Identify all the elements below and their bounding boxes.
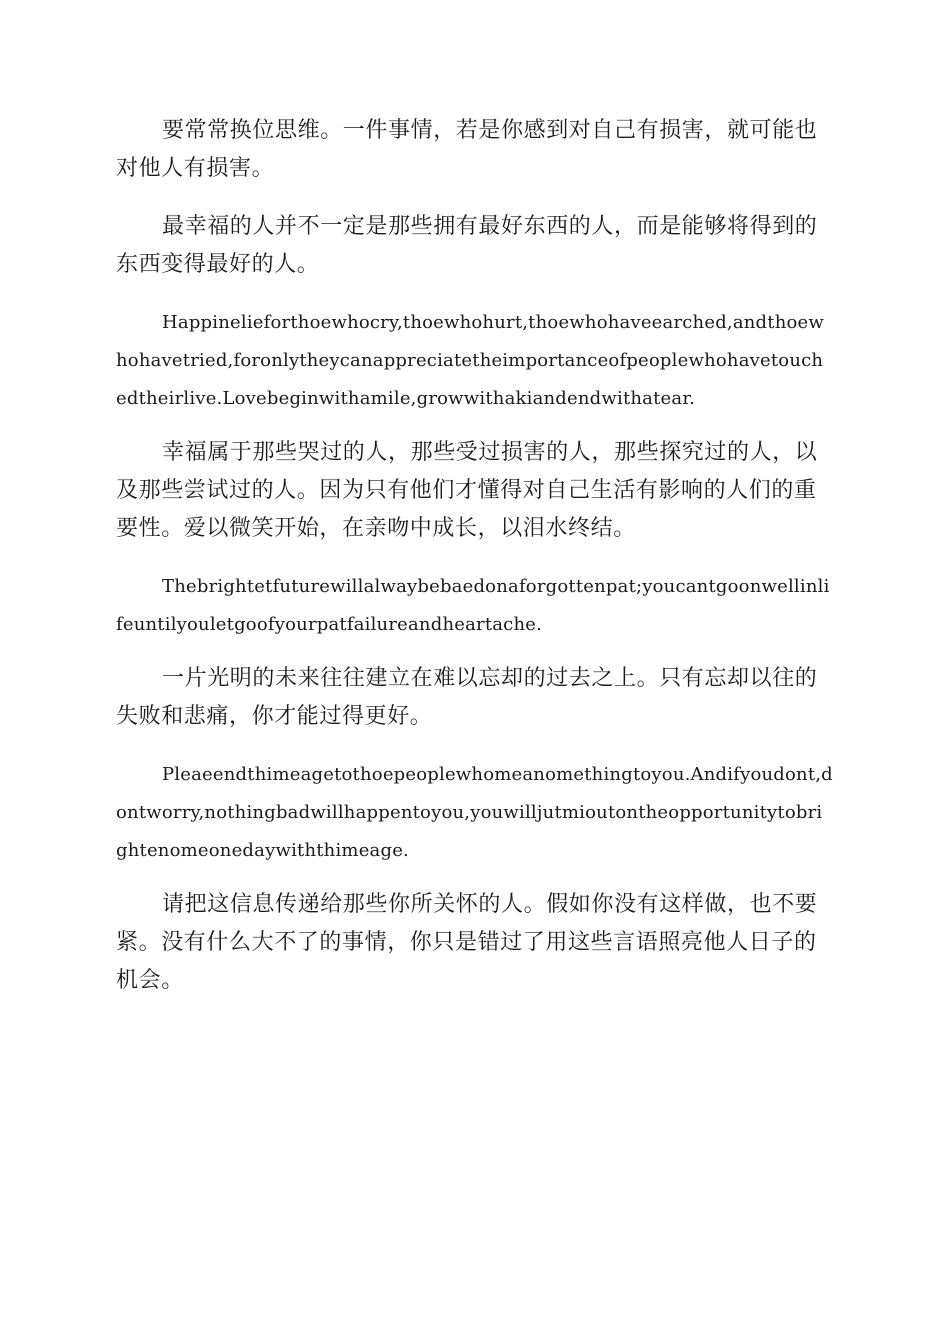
paragraph-happiness-zh: 幸福属于那些哭过的人，那些受过损害的人，那些探究过的人，以及那些尝试过的人。因为只有他们才懂得对自己生活有影响的人们的重要性。爱以微笑开始，在亲吻中成长，以泪水终结。 <box>116 440 818 541</box>
paragraph-future-en: Thebrightetfuturewillalwaybebaedonaforgottenpat;youcantgoonwellinlifeuntilyouletgoofyourpatfailureandheartache. <box>116 576 830 635</box>
paragraph-happiest-people-zh: 最幸福的人并不一定是那些拥有最好东西的人，而是能够将得到的东西变得最好的人。 <box>116 214 818 277</box>
document-body <box>116 112 834 1020</box>
paragraph-perspective-zh: 要常常换位思维。一件事情，若是你感到对自己有损害，就可能也对他人有损害。 <box>116 118 818 181</box>
paragraph-future-zh: 一片光明的未来往往建立在难以忘却的过去之上。只有忘却以往的失败和悲痛，你才能过得更好。 <box>116 666 818 729</box>
paragraph-message-en: Pleaeendthimeagetothoepeoplewhomeanomethingtoyou.Andifyoudont,dontworry,nothingbadwillhappentoyou,youwilljutmioutontheopportunitytobrightenomeonedaywiththimeage. <box>116 764 833 861</box>
paragraph-happiness-en: Happinelieforthoewhocry,thoewhohurt,thoewhohaveearched,andthoewhohavetried,foronlytheycanappreciatetheimportanceofpeoplewhohavetouchedtheirlive.Lovebeginwithamile,growwithakiandendwithatear. <box>116 312 825 409</box>
paragraph-message-zh: 请把这信息传递给那些你所关怀的人。假如你没有这样做，也不要紧。没有什么大不了的事情，你只是错过了用这些言语照亮他人日子的机会。 <box>116 892 818 993</box>
